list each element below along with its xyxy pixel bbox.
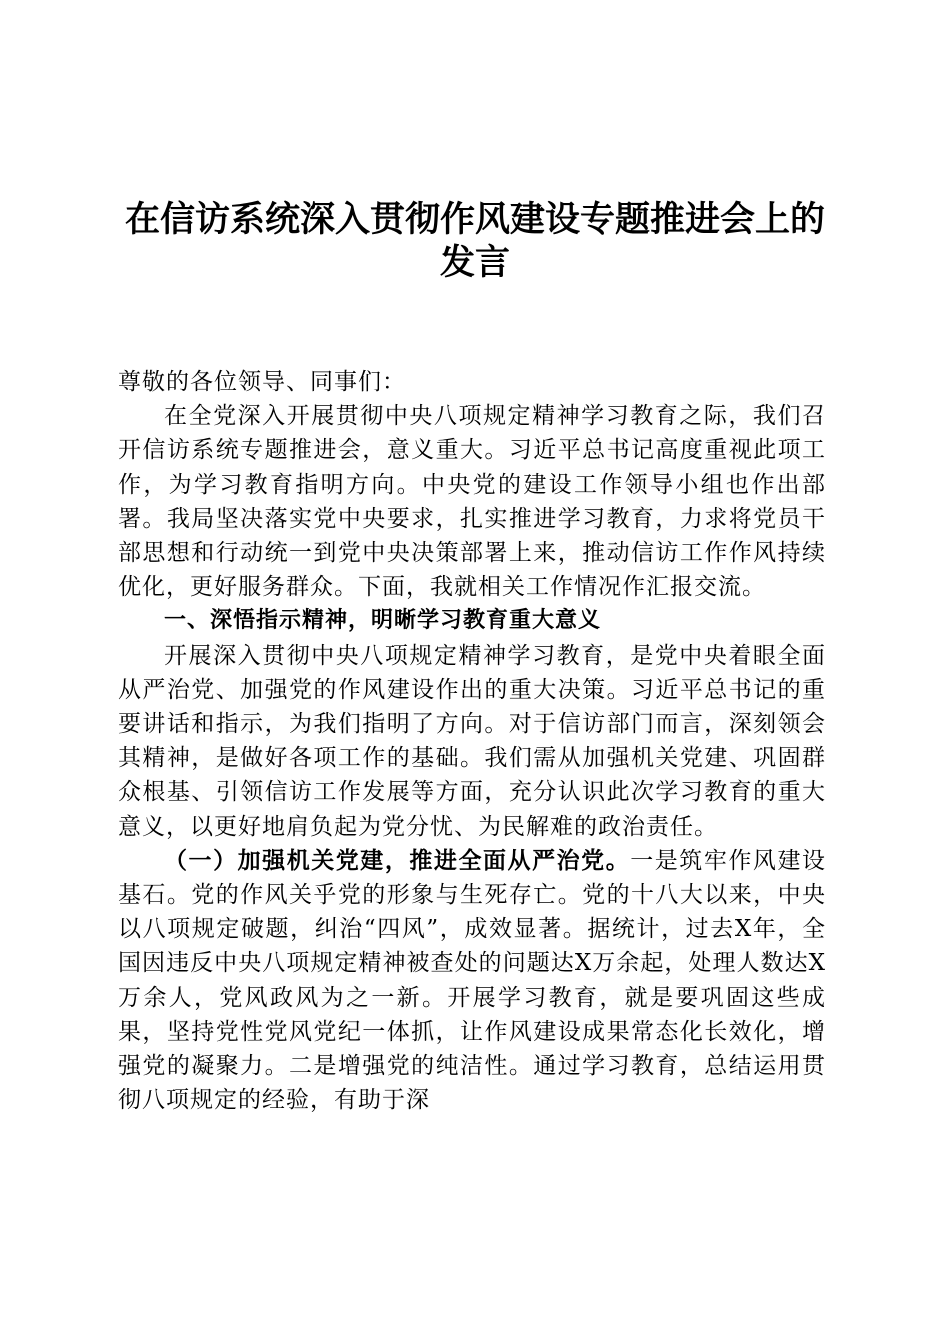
paragraph-significance: 开展深入贯彻中央八项规定精神学习教育，是党中央着眼全面从严治党、加强党的作风建设作出的重大决策。习近平总书记的重要讲话和指示，为我们指明了方向。对于信访部门而言，深刻领会其精神，是做好各项工作的基础。我们需从加强机关党建、巩固群众根基、引领信访工作发展等方面，充分认识此次学习教育的重大意义，以更好地肩负起为党分忧、为民解难的政治责任。 (118, 642, 826, 840)
document-title-line-1: 在信访系统深入贯彻作风建设专题推进会上的 (124, 199, 825, 240)
section-heading-1: 一、深悟指示精神，明晰学习教育重大意义 (164, 608, 602, 634)
greeting: 尊敬的各位领导、同事们： (118, 369, 406, 395)
subsection-heading-1: （一）加强机关党建，推进全面从严治党。 (164, 846, 631, 874)
document-body (118, 365, 826, 1117)
document-title-line-2: 发言 (439, 242, 510, 283)
paragraph-party-building (118, 844, 826, 1118)
paragraph-intro: 在全党深入开展贯彻中央八项规定精神学习教育之际，我们召开信访系统专题推进会，意义重大。习近平总书记高度重视此项工作，为学习教育指明方向。中央党的建设工作领导小组也作出部署。我局坚决落实党中央要求，扎实推进学习教育，力求将党员干部思想和行动统一到党中央决策部署上来，推动信访工作作风持续优化，更好服务群众。下面，我就相关工作情况作汇报交流。 (118, 403, 826, 601)
paragraph-party-building-body: 一是筑牢作风建设基石。党的作风关乎党的形象与生死存亡。党的十八大以来，中央以八项规定破题，纠治“四风”，成效显著。据统计，过去X年，全国因违反中央八项规定精神被查处的问题达X万余起，处理人数达X万余人，党风政风为之一新。开展学习教育，就是要巩固这些成果，坚持党性党风党纪一体抓，让作风建设成果常态化长效化，增强党的凝聚力。二是增强党的纯洁性。通过学习教育，总结运用贯彻八项规定的经验，有助于深 (118, 847, 827, 1114)
